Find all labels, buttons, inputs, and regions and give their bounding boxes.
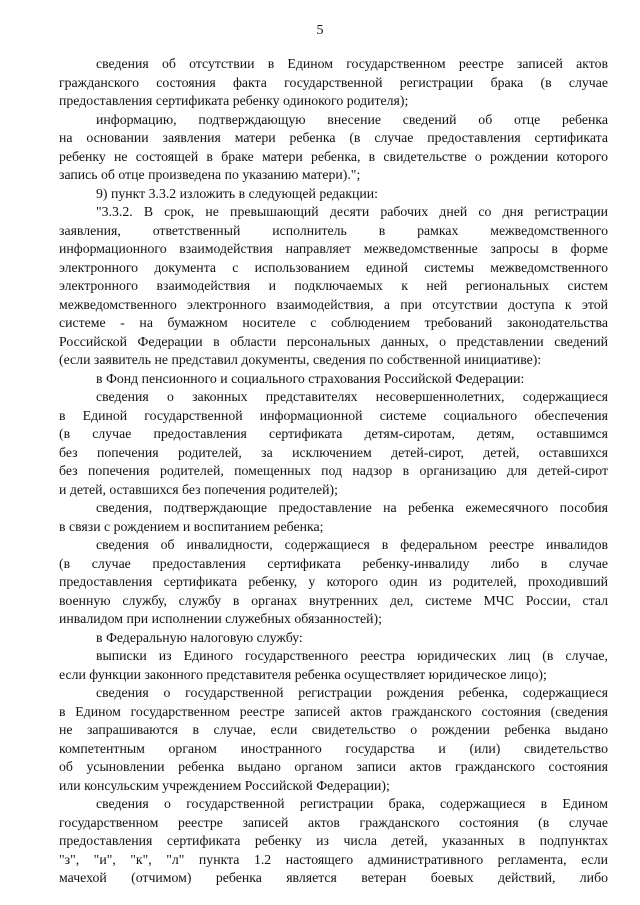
text-line: "3.3.2. В срок, не превышающий десяти рабочих дней со дня регистрации (96, 204, 608, 219)
text-line: в Федеральную налоговую службу: (96, 629, 303, 645)
text-line: (в случае предоставления сертификата ребенку-инвалиду либо в случае (59, 555, 608, 571)
text-line: в Единой государственной информационной системе социального обеспечения (59, 407, 608, 423)
text-line: на основании заявления матери ребенка (в случае предоставления сертификата (59, 130, 608, 145)
text-line: информационного взаимодействия направляет межведомственные запросы в форме (59, 241, 608, 256)
text-line: межведомственного электронного взаимодействия, а при отсутствии доступа к этой (59, 296, 608, 312)
text-line: ребенку не состоящей в браке матери ребенка, в свидетельстве о рождении которого (59, 148, 608, 164)
text-line: сведения, подтверждающие предоставление на ребенка ежемесячного пособия (96, 500, 608, 515)
text-line: сведения об отсутствии в Едином государственном реестре записей актов (96, 56, 608, 71)
text-line: предоставления сертификата ребенку, у которого один из родителей, проходивший (59, 574, 608, 589)
text-line: предоставления сертификата ребенку из числа детей, указанных в подпунктах (59, 833, 608, 848)
text-line: системе - на бумажном носителе с соблюдением требований законодательства (59, 315, 608, 330)
text-line: Российской Федерации в области персональных данных, о представлении сведений (59, 333, 608, 349)
text-line: предоставления сертификата ребенку одинокого родителя); (59, 93, 409, 108)
text-line: не запрашиваются в случае, если свидетельство о рождении ребенка выдано (59, 722, 608, 737)
text-line: сведения о государственной регистрации брака, содержащиеся в Едином (96, 796, 608, 811)
text-line: выписки из Единого государственного реестра юридических лиц (в случае, (96, 648, 608, 663)
text-line: об усыновлении ребенка выдано органом записи актов гражданского состояния (59, 759, 608, 774)
text-line: в связи с рождением и воспитанием ребенка; (59, 518, 324, 534)
text-line: военную службу, службу в органах внутренних дел, системе МЧС России, стал (59, 592, 608, 608)
text-line: без попечения родителей, за исключением детей-сирот, детей, оставшихся (59, 444, 608, 460)
text-line: гражданского состояния факта государственной регистрации брака (в случае (59, 74, 608, 90)
text-line: в Фонд пенсионного и социального страхования Российской Федерации: (96, 370, 525, 386)
text-line: сведения о законных представителях несовершеннолетних, содержащиеся (96, 389, 608, 404)
text-line: (если заявитель не представил документы, сведения по собственной инициативе): (59, 352, 542, 367)
text-line: сведения об инвалидности, содержащиеся в федеральном реестре инвалидов (96, 537, 608, 552)
text-line: 9) пункт 3.3.2 изложить в следующей редакции: (96, 185, 379, 201)
text-line: запись об отце произведена по указанию матери)."; (59, 167, 361, 182)
text-line: мачехой (отчимом) ребенка является ветеран боевых действий, либо (59, 870, 608, 885)
text-line: или консульским учреждением Российской Федерации); (59, 777, 390, 793)
text-line: электронного взаимодействия и подключаемых к ней региональных систем (59, 278, 608, 293)
text-line: заявления, ответственный исполнитель в рамках межведомственного (59, 222, 608, 238)
text-line: информацию, подтверждающую внесение сведений об отце ребенка (96, 111, 608, 127)
text-line: без попечения родителей, помещенных под надзор в организацию для детей-сирот (59, 463, 608, 478)
text-line: электронного документа с использованием единой системы межведомственного (59, 259, 608, 275)
page-number: 5 (316, 23, 324, 38)
text-line: сведения о государственной регистрации рождения ребенка, содержащиеся (96, 685, 608, 700)
text-line: "з", "и", "к", "л" пункта 1.2 настоящего административного регламента, если (59, 851, 608, 867)
text-line: в Едином государственном реестре записей актов гражданского состояния (сведения (59, 703, 608, 719)
text-line: государственном реестре записей актов гражданского состояния (в случае (59, 814, 608, 830)
text-line: и детей, оставшихся без попечения родителей); (59, 481, 338, 497)
text-line: инвалидом при исполнении служебных обязанностей); (59, 611, 382, 626)
document-body (59, 55, 608, 888)
text-line: (в случае предоставления сертификата детям-сиротам, детям, оставшимся (59, 426, 608, 441)
text-line: если функции законного представителя ребенка осуществляет юридическое лицо); (59, 666, 547, 682)
text-line: компетентным органом иностранного государства и (или) свидетельство (59, 740, 608, 756)
